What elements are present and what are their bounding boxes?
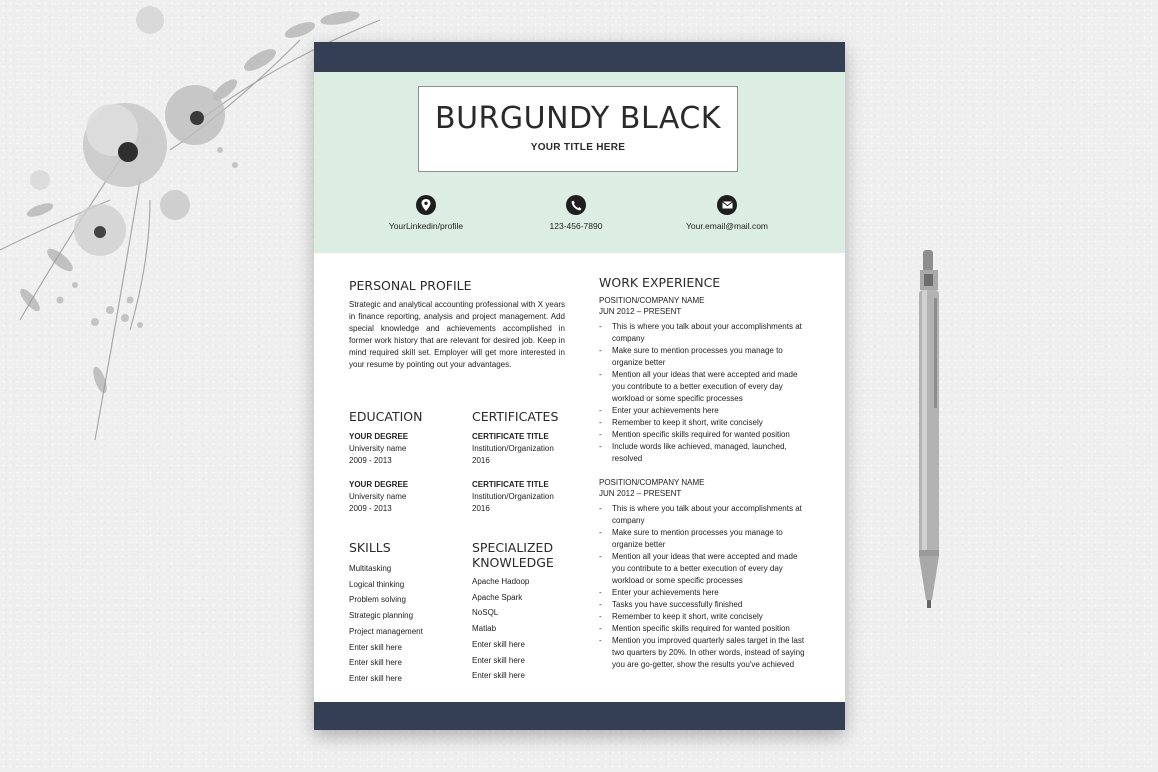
envelope-icon xyxy=(717,195,737,215)
personal-profile-text: Strategic and analytical accounting professional with X years in finance reporting, analysis and project management. Add special knowledge and achievements accomplished in former work history that are relevant for desired job. Keep in mind required skill set. Employer will get more interested in your resume by pointing out your advantages. xyxy=(349,300,565,369)
specialized-item: Enter skill here xyxy=(472,639,525,649)
certificate-year: 2016 xyxy=(472,504,490,513)
job-bullet: - Mention all your ideas that were accepted and made you contribute to a better execution of every day workload or some specific processes xyxy=(599,552,798,585)
skill-item: Strategic planning xyxy=(349,611,414,621)
job-bullet: - Mention specific skills required for wanted position xyxy=(599,430,790,439)
skill-item: Enter skill here xyxy=(349,658,402,668)
job-position: POSITION/COMPANY NAME xyxy=(599,296,705,305)
personal-profile-heading: PERSONAL PROFILE xyxy=(349,278,472,293)
job-bullet: - Tasks you have successfully finished xyxy=(599,600,743,609)
job-bullet: - This is where you talk about your accomplishments at company xyxy=(599,322,802,343)
education-section xyxy=(349,409,423,515)
job-bullet: - Enter your achievements here xyxy=(599,588,719,597)
resume-title: YOUR TITLE HERE xyxy=(530,142,626,153)
contact-email xyxy=(657,195,797,231)
education-degree: YOUR DEGREE xyxy=(349,480,409,489)
resume-header xyxy=(314,72,845,253)
name-box xyxy=(418,86,738,172)
work-experience-section xyxy=(599,275,812,671)
contact-linkedin xyxy=(356,195,496,231)
certificate-org: Institution/Organization xyxy=(472,492,554,501)
skill-item: Enter skill here xyxy=(349,642,402,652)
job-bullet: - Make sure to mention processes you manage to organize better xyxy=(599,528,783,549)
specialized-knowledge-section xyxy=(472,540,554,684)
contact-phone-text: 123-456-7890 xyxy=(549,221,603,231)
location-pin-icon xyxy=(416,195,436,215)
personal-profile-section xyxy=(349,278,565,371)
certificate-entry xyxy=(472,479,558,515)
specialized-item: Enter skill here xyxy=(472,655,525,665)
education-school: University name xyxy=(349,444,407,453)
job-bullet: - This is where you talk about your accomplishments at company xyxy=(599,504,802,525)
pen-decoration xyxy=(905,250,955,620)
phone-icon xyxy=(566,195,586,215)
job-entry xyxy=(599,477,812,671)
bottom-color-band xyxy=(314,702,845,730)
job-bullet: - Remember to keep it short, write concisely xyxy=(599,418,763,427)
education-degree: YOUR DEGREE xyxy=(349,432,409,441)
job-entry xyxy=(599,295,812,465)
contact-phone xyxy=(506,195,646,231)
specialized-item: Apache Hadoop xyxy=(472,577,530,586)
education-years: 2009 - 2013 xyxy=(349,504,392,513)
job-bullet: - Mention specific skills required for wanted position xyxy=(599,624,790,633)
certificate-title: CERTIFICATE TITLE xyxy=(472,432,549,441)
specialized-list xyxy=(472,574,554,684)
resume-name: BURGUNDY BLACK xyxy=(435,101,721,136)
specialized-item: Enter skill here xyxy=(472,671,525,681)
skill-item: Logical thinking xyxy=(349,579,405,589)
education-heading: EDUCATION xyxy=(349,409,423,424)
certificate-entry xyxy=(472,431,558,467)
skill-item: Problem solving xyxy=(349,595,406,605)
specialized-heading-line1: SPECIALIZED xyxy=(472,540,554,555)
top-color-band xyxy=(314,42,845,72)
education-years: 2009 - 2013 xyxy=(349,456,392,465)
skills-section xyxy=(349,540,423,687)
certificates-heading: CERTIFICATES xyxy=(472,409,559,424)
certificates-section xyxy=(472,409,558,515)
job-bullet: - Remember to keep it short, write concisely xyxy=(599,612,763,621)
job-bullets xyxy=(599,321,812,465)
job-dates: JUN 2012 – PRESENT xyxy=(599,307,682,316)
skills-heading: SKILLS xyxy=(349,540,391,555)
job-bullet: - Mention all your ideas that were accepted and made you contribute to a better execution of every day workload or some specific processes xyxy=(599,370,798,403)
certificate-year: 2016 xyxy=(472,456,490,465)
job-bullet: - Enter your achievements here xyxy=(599,406,719,415)
job-bullets xyxy=(599,503,812,671)
skills-list xyxy=(349,561,423,687)
specialized-item: Apache Spark xyxy=(472,592,523,602)
skill-item: Enter skill here xyxy=(349,673,402,683)
job-position: POSITION/COMPANY NAME xyxy=(599,478,705,487)
education-entry xyxy=(349,431,423,467)
specialized-item: Matlab xyxy=(472,624,497,634)
resume-page xyxy=(314,42,845,730)
certificate-org: Institution/Organization xyxy=(472,444,554,453)
certificate-title: CERTIFICATE TITLE xyxy=(472,480,549,489)
specialized-heading-line2: KNOWLEDGE xyxy=(472,555,554,570)
work-experience-heading: WORK EXPERIENCE xyxy=(599,275,721,290)
contact-linkedin-text: YourLinkedin/profile xyxy=(388,221,464,231)
job-dates: JUN 2012 – PRESENT xyxy=(599,489,682,498)
job-bullet: - Make sure to mention processes you manage to organize better xyxy=(599,346,783,367)
specialized-item: NoSQL xyxy=(472,608,499,618)
job-bullet: - Include words like achieved, managed, launched, resolved xyxy=(599,442,787,463)
education-school: University name xyxy=(349,492,407,501)
skill-item: Multitasking xyxy=(349,564,392,573)
contact-email-text: Your.email@mail.com xyxy=(685,221,768,231)
job-bullet: - Mention you improved quarterly sales target in the last two quarters by 20%. In other words, instead of saying you are go-getter, show the results you've achieved xyxy=(599,636,805,669)
skill-item: Project management xyxy=(349,626,423,636)
education-entry xyxy=(349,479,423,515)
